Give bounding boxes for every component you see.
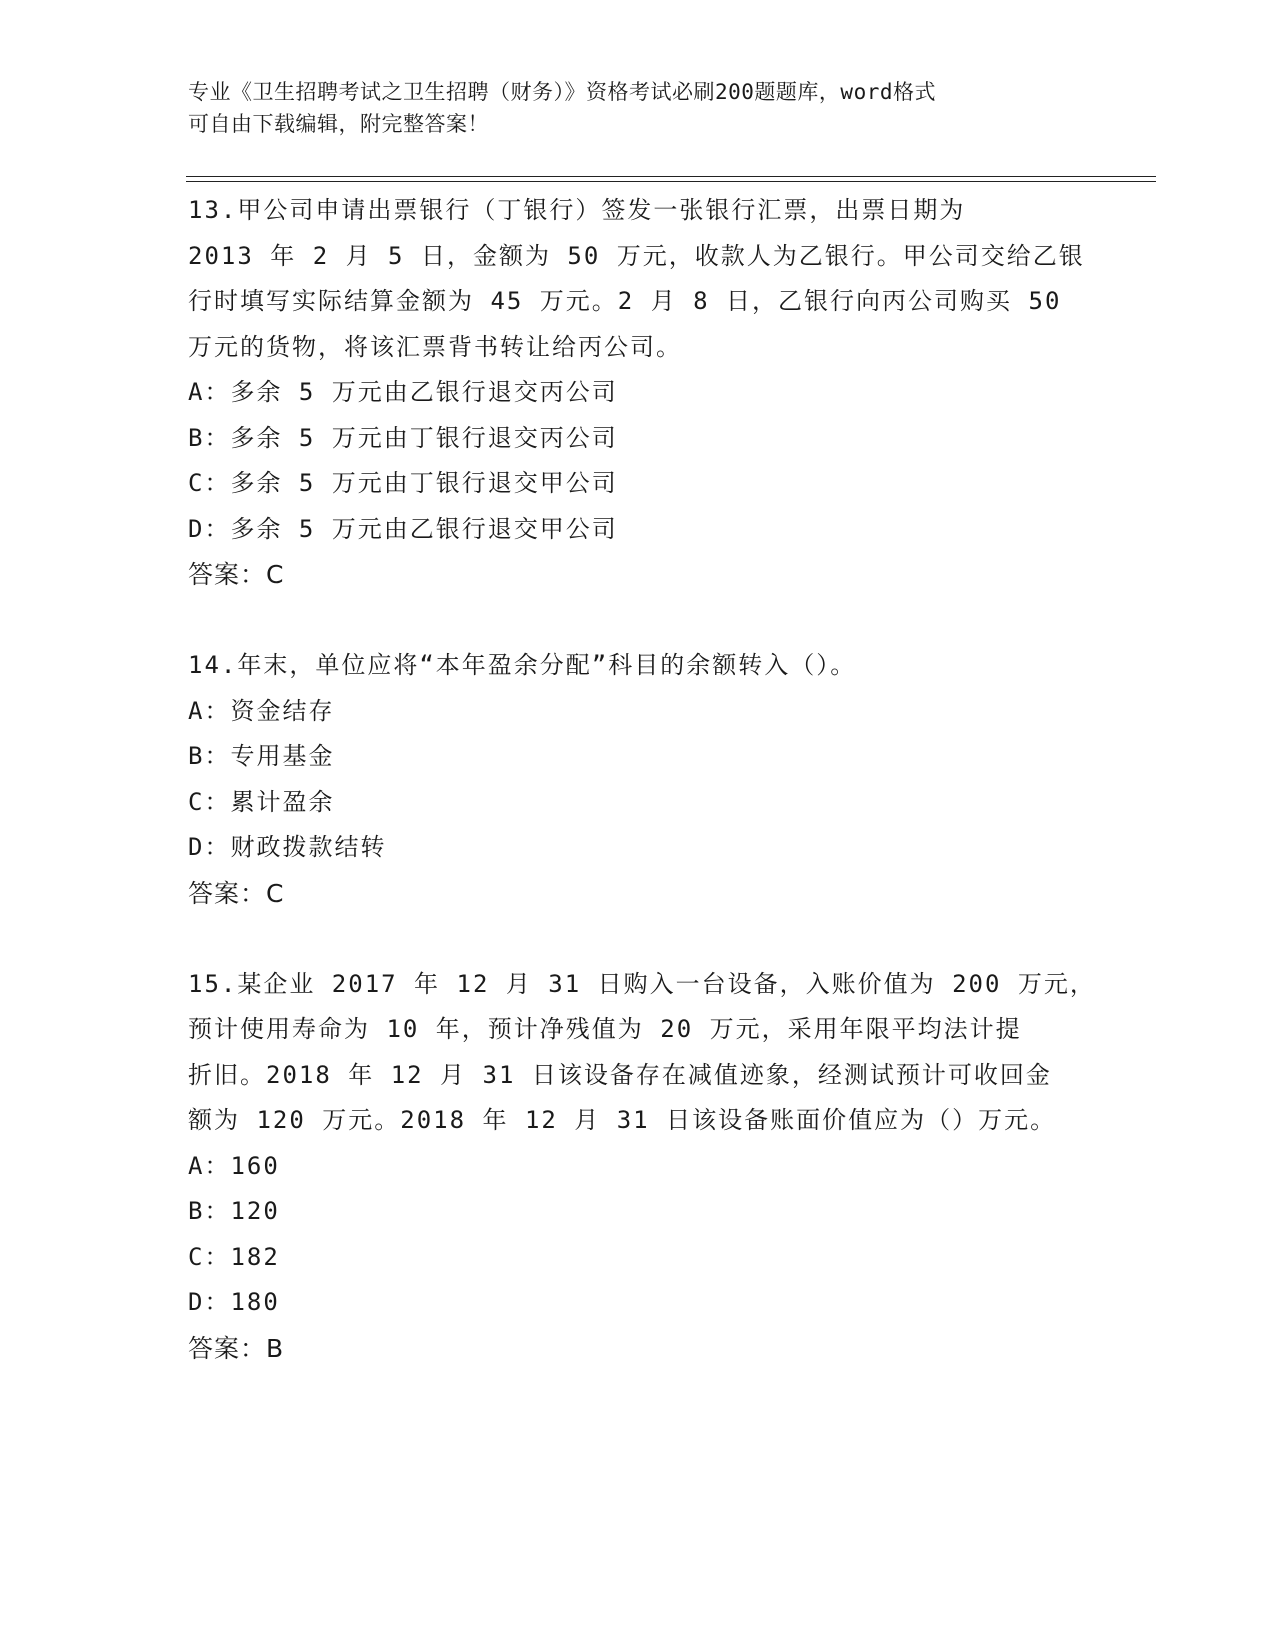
question-spacer: [188, 916, 1088, 962]
question-list: [188, 188, 1096, 1371]
option-c: C：累计盈余: [188, 787, 335, 816]
question-stem-line: 预计使用寿命为 10 年，预计净残值为 20 万元，采用年限平均法计提: [188, 1015, 1022, 1043]
question-15: [188, 962, 1096, 1372]
option-b: B：专用基金: [188, 742, 335, 770]
option-d: D：多余 5 万元由乙银行退交甲公司: [188, 514, 618, 543]
option-a: A：多余 5 万元由乙银行退交丙公司: [188, 378, 618, 406]
option-a: A：160: [188, 1151, 280, 1180]
option-a: A：资金结存: [188, 696, 335, 725]
question-stem-line: 2013 年 2 月 5 日，金额为 50 万元，收款人为乙银行。甲公司交给乙银: [188, 241, 1085, 270]
question-stem-line: 额为 120 万元。2018 年 12 月 31 日该设备账面价值应为（）万元。: [188, 1106, 1057, 1134]
question-14: [188, 643, 1088, 916]
header-title-line-1: 专业《卫生招聘考试之卫生招聘（财务）》资格考试必刷200题题库，word格式: [188, 80, 936, 104]
question-stem-line: 14.年末，单位应将“本年盈余分配”科目的余额转入（）。: [188, 651, 857, 679]
question-stem-line: 行时填写实际结算金额为 45 万元。2 月 8 日，乙银行向丙公司购买 50: [188, 287, 1062, 315]
answer-line: 答案：C: [188, 878, 285, 908]
option-b: B：120: [188, 1197, 280, 1225]
header-title-line-2: 可自由下载编辑，附完整答案！: [188, 112, 489, 136]
answer-line: 答案：C: [188, 560, 285, 589]
question-stem-line: 折旧。2018 年 12 月 31 日该设备存在减值迹象，经测试预计可收回金: [188, 1060, 1052, 1089]
document-header: [188, 76, 1068, 140]
option-b: B：多余 5 万元由丁银行退交丙公司: [188, 423, 618, 452]
question-stem-line: 15.某企业 2017 年 12 月 31 日购入一台设备，入账价值为 200 万元，: [188, 969, 1096, 998]
option-d: D：财政拨款结转: [188, 833, 387, 861]
question-stem-line: 万元的货物，将该汇票背书转让给丙公司。: [188, 332, 682, 361]
question-spacer: [188, 598, 1088, 644]
header-divider-top: [186, 176, 1156, 177]
question-13: [188, 188, 1088, 598]
option-c: C：多余 5 万元由丁银行退交甲公司: [188, 469, 618, 497]
option-d: D：180: [188, 1288, 280, 1316]
option-c: C：182: [188, 1242, 280, 1271]
header-divider-bottom: [186, 181, 1156, 182]
question-stem-line: 13.甲公司申请出票银行（丁银行）签发一张银行汇票，出票日期为: [188, 196, 966, 224]
answer-line: 答案：B: [188, 1333, 285, 1363]
